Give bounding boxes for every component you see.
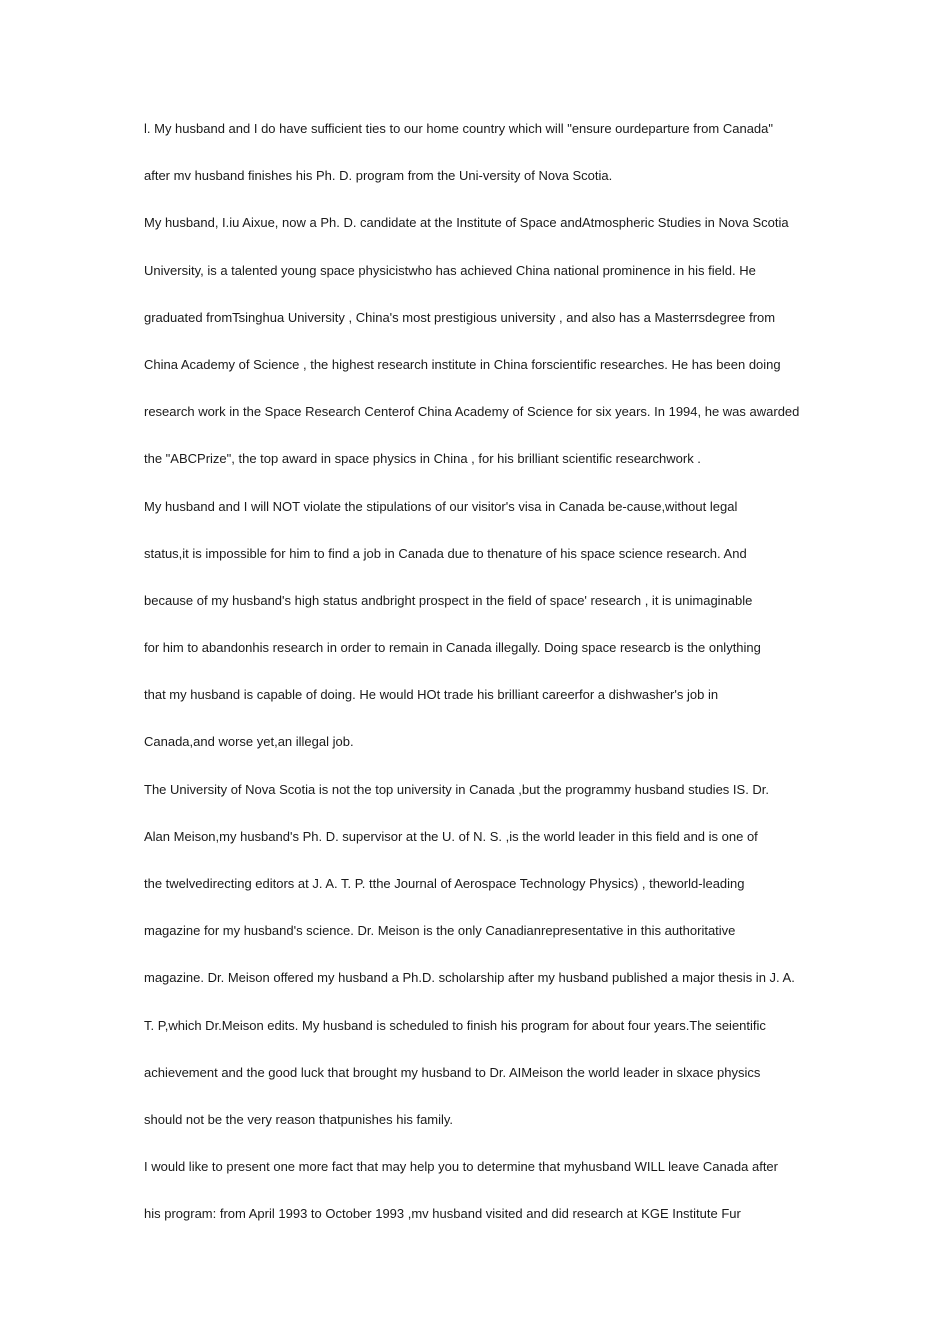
text-line: Alan Meison,my husband's Ph. D. supervisor at the U. of N. S. ,is the world leader in this field and is one of — [144, 828, 758, 844]
text-line: status,it is impossible for him to find a job in Canada due to thenature of his space science research. And — [144, 545, 747, 561]
text-line: magazine. Dr. Meison offered my husband a Ph.D. scholarship after my husband published a major thesis in J. A. — [144, 970, 795, 986]
text-line: his program: from April 1993 to October 1993 ,mv husband visited and did research at KGE Institute Fur — [144, 1206, 741, 1222]
text-line: graduated fromTsinghua University , China's most prestigious university , and also has a Masterrsdegree from — [144, 309, 776, 325]
text-line: My husband, I.iu Aixue, now a Ph. D. candidate at the Institute of Space andAtmospheric Studies in Nova Scotia — [144, 215, 789, 231]
text-line: achievement and the good luck that brought my husband to Dr. AIMeison the world leader in slxace physics — [144, 1064, 761, 1080]
text-line: the "ABCPrize", the top award in space physics in China , for his brilliant scientific researchwork . — [144, 451, 701, 467]
text-line: that my husband is capable of doing. He would HOt trade his brilliant careerfor a dishwasher's job in — [144, 687, 719, 703]
text-line: research work in the Space Research Centerof China Academy of Science for six years. In 1994, he was awarded — [144, 404, 800, 420]
text-line: l. My husband and I do have sufficient ties to our home country which will "ensure ourdeparture from Canada" — [144, 121, 773, 136]
letter-body — [144, 112, 816, 1245]
text-line: after mv husband finishes his Ph. D. program from the Uni-versity of Nova Scotia. — [144, 168, 613, 184]
text-line: T. P,which Dr.Meison edits. My husband is scheduled to finish his program for about four years.The seientific — [144, 1017, 766, 1033]
text-line: I would like to present one more fact that may help you to determine that myhusband WILL leave Canada after — [144, 1159, 778, 1175]
text-line: My husband and I will NOT violate the stipulations of our visitor's visa in Canada be-cause,without legal — [144, 498, 738, 514]
text-line: magazine for my husband's science. Dr. Meison is the only Canadianrepresentative in this authoritative — [144, 923, 736, 939]
text-line: the twelvedirecting editors at J. A. T. P. tthe Journal of Aerospace Technology Physics) , theworld-leading — [144, 876, 745, 891]
text-line: Canada,and worse yet,an illegal job. — [144, 734, 354, 750]
text-line: for him to abandonhis research in order to remain in Canada illegally. Doing space researcb is the onlything — [144, 640, 761, 656]
text-line: University, is a talented young space physicistwho has achieved China national prominence in his field. He — [144, 262, 756, 278]
text-line: China Academy of Science , the highest research institute in China forscientific researches. He has been doing — [144, 356, 781, 372]
text-line: because of my husband's high status andbright prospect in the field of space' research , it is unimaginable — [144, 592, 753, 608]
text-line: should not be the very reason thatpunishes his family. — [144, 1111, 454, 1127]
text-line: The University of Nova Scotia is not the top university in Canada ,but the programmy husband studies IS. Dr. — [144, 781, 770, 797]
